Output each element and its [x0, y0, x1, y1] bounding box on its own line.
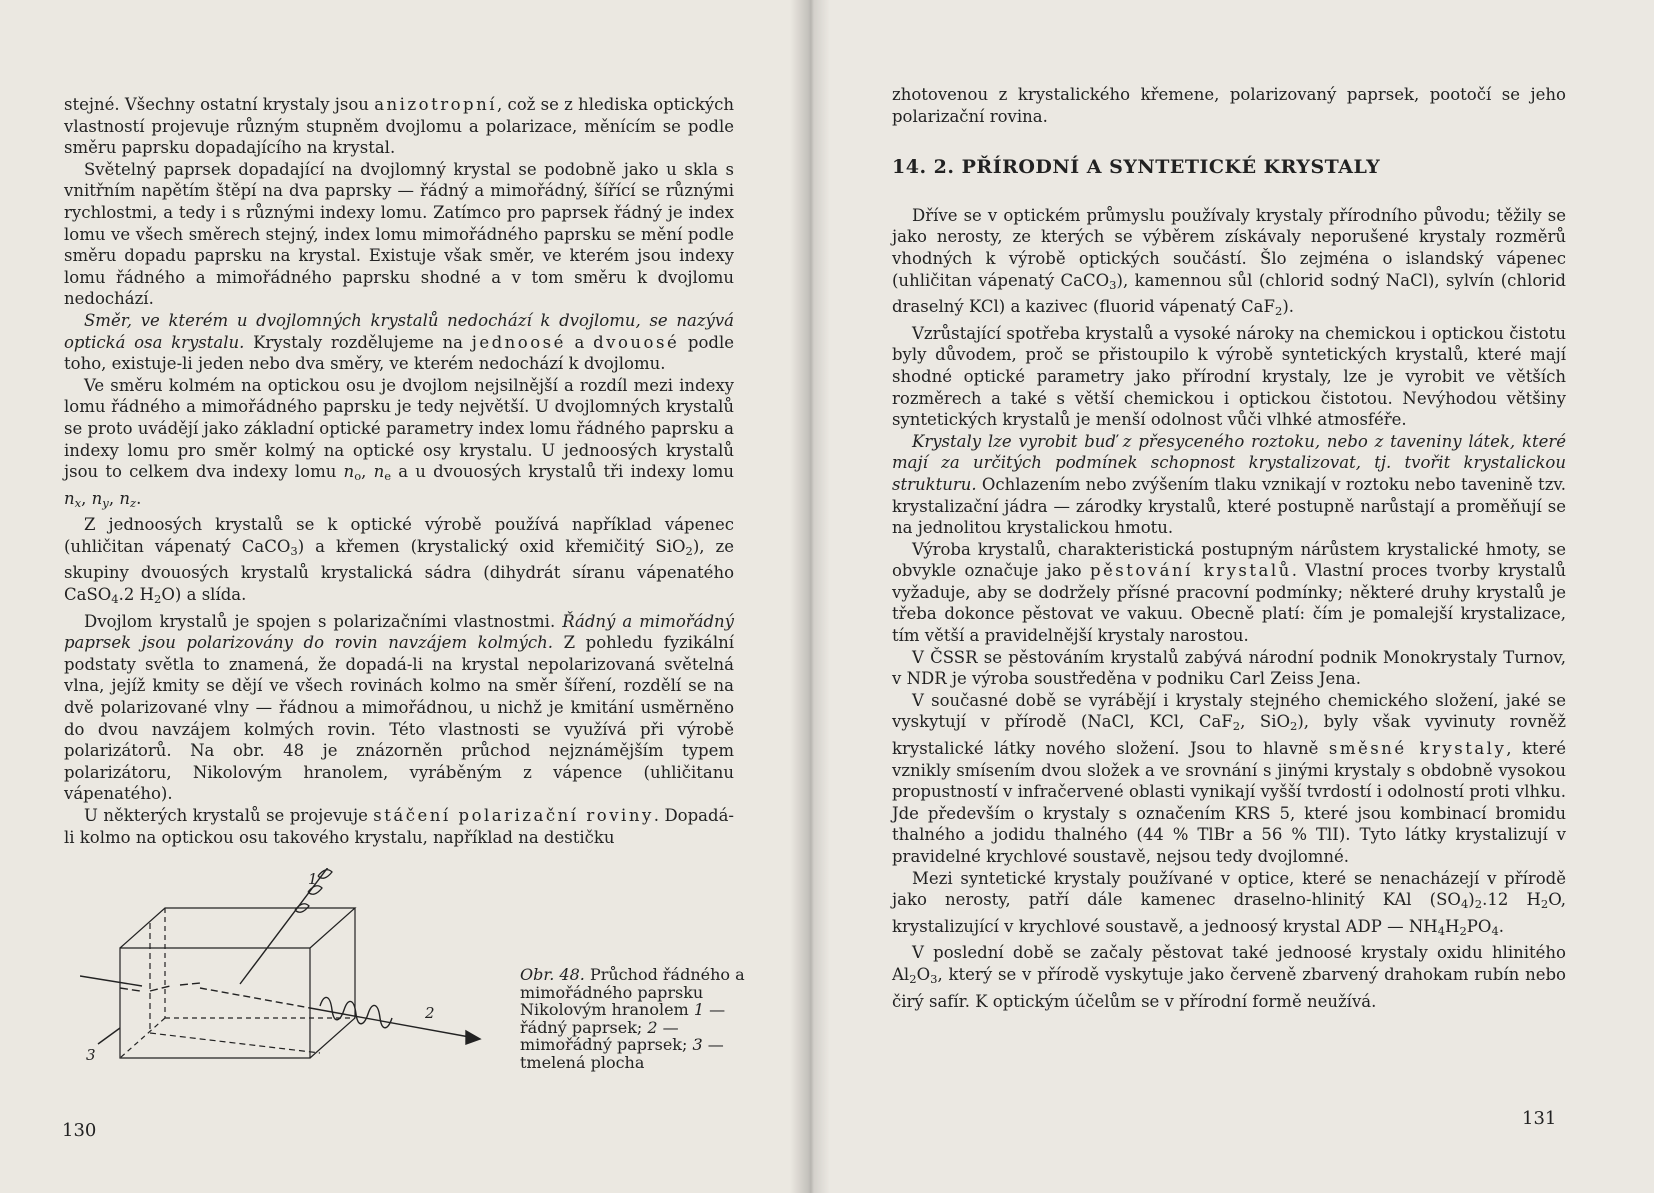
incoming-ray — [80, 976, 142, 986]
extraordinary-ray-inner — [200, 988, 310, 1008]
paragraph-r7: V současné době se vyrábějí i krystaly stejného chemického složení, jaké se vyskytují v přírodě (NaCl, KCl, CaF$_2$, SiO$_2$), byly však vyvinuty rovněž krystalické látky nového složení. Jsou to hlavně směsné krystaly, které vznikly smísením dvou složek a ve srovnání s jinými krystaly s obdobně vysokou propustností v infračervené oblasti vynikají vyšší tvrdostí i odolností proti vlhku. Jde především o krystaly s označením KRS 5, které jsou kombinací bromidu thalného a jodidu thalného (44 % TlBr a 56 % TlI). Tyto látky krystalizují v pravidelné krychlové soustavě, nejsou tedy dvojlomné. — [892, 690, 1566, 866]
paragraph-p3: Směr, ve kterém u dvojlomných krystalů nedochází k dvojlomu, se nazývá optická osa krystalu. Krystaly rozdělujeme na jednoosé a dvouosé podle toho, existuje-li jeden nebo dva směry, ve kterém nedochází k dvojlomu. — [64, 310, 735, 374]
right-page-text — [892, 84, 1566, 1012]
page-number-right: 131 — [1522, 1108, 1557, 1129]
right-page — [808, 0, 1654, 1193]
section-heading: 14. 2. PŘÍRODNÍ A SYNTETICKÉ KRYSTALY — [892, 156, 1381, 179]
extraordinary-ray — [310, 1008, 475, 1038]
left-page-text — [64, 94, 734, 848]
paragraph-r3: Vzrůstající spotřeba krystalů a vysoké nároky na chemickou i optickou čistotu byly důvodem, proč se přistoupilo k výrobě syntetických krystalů, které mají shodné optické parametry jako přírodní krystaly, lze je vyrobit ve větších rozměrech a také s větší chemickou i optickou čistotou. Nevýhodou většiny syntetických krystalů je menší odolnost vůči vlhké atmosféře. — [892, 323, 1566, 430]
paragraph-p7: U některých krystalů se projevuje stáčení polarizační roviny. Dopadá-li kolmo na optickou osu takového krystalu, například na destičku — [64, 806, 734, 847]
figure-caption — [520, 966, 750, 1071]
prism-side-edge — [310, 908, 355, 1058]
paragraph-p6: Dvojlom krystalů je spojen s polarizačními vlastnostmi. Řádný a mimořádný paprsek jsou polarizovány do rovin navzájem kolmých. Z pohledu fyzikální podstaty světla to znamená, že dopadá-li na krystal nepolarizovaná světelná vlna, jejíž kmity se dějí ve všech rovinách kolmo na směr šíření, rozdělí se na dvě polarizované vlny — řádnou a mimořádnou, u nichž je kmitání usměrněno do dvou navzájem kolmých rovin. Této vlastnosti se využívá při výrobě polarizátorů. Na obr. 48 je znázorněn průchod nejznámějším typem polarizátoru, Nikolovým hranolem, vyráběným z vápence (uhličitanu vápenatého). — [64, 611, 734, 804]
paragraph-p2: Světelný paprsek dopadající na dvojlomný krystal se podobně jako u skla s vnitřním napětím štěpí na dva paprsky — řádný a mimořádný, šířící se různými rychlostmi, a tedy i s různými indexy lomu. Zatímco pro paprsek řádný je index lomu ve všech směrech stejný, index lomu mimořádného paprsku se mění podle směru dopadu paprsku na krystal. Existuje však směr, ve kterém jsou indexy lomu řádného a mimořádného paprsku shodné a v tom směru k dvojlomu nedochází. — [64, 159, 734, 309]
paragraph-r2: Dříve se v optickém průmyslu používaly krystaly přírodního původu; těžily se jako nerosty, ze kterých se výběrem získávaly neporušené krystaly rozměrů vhodných k výrobě optických součástí. Šlo zejména o islandský vápenec (uhličitan vápenatý CaCO$_3$), kamennou sůl (chlorid sodný NaCl), sylvín (chlorid draselný KCl) a kazivec (fluorid vápenatý CaF$_2$). — [892, 205, 1566, 319]
paragraph-r4: Krystaly lze vyrobit buď z přesyceného roztoku, nebo z taveniny látek, které mají za určitých podmínek schopnost krystalizovat, tj. tvořit krystalickou strukturu. Ochlazením nebo zvýšením tlaku vznikají v roztoku nebo tavenině tzv. krystalizační jádra — zárodky krystalů, které postupně narůstají a proměňují se na jednolitou krystalickou hmotu. — [892, 431, 1566, 538]
paragraph-p4: Ve směru kolmém na optickou osu je dvojlom nejsilnější a rozdíl mezi indexy lomu řádného a mimořádného paprsku je tedy největší. U dvojlomných krystalů se proto uvádějí jako základní optické parametry index lomu řádného paprsku a indexy lomu pro směr kolmý na optické osy krystalu. U jednoosých krystalů jsou to celkem dva indexy lomu $n_o$, $n_e$ a u dvouosých krystalů tři indexy lomu $n_x$, $n_y$, $n_z$. — [64, 375, 734, 510]
book-gutter — [790, 0, 830, 1193]
extraordinary-ray-wave — [320, 997, 392, 1027]
ordinary-ray — [240, 868, 350, 984]
paragraph-r6: V ČSSR se pěstováním krystalů zabývá národní podnik Monokrystaly Turnov, v NDR je výroba soustředěna v podniku Carl Zeiss Jena. — [892, 647, 1566, 689]
figure-label-1: 1 — [308, 870, 318, 888]
caption-text: Obr. 48. Průchod řádného a mimořádného paprsku Nikolovým hranolem 1 — řádný paprsek; 2 — mimořádný paprsek; 3 — tmelená plocha — [520, 965, 745, 1072]
figure-label-2: 2 — [425, 1004, 435, 1022]
label-3-leader — [98, 1028, 120, 1044]
paragraph-r5: Výroba krystalů, charakteristická postupným nárůstem krystalické hmoty, se obvykle označuje jako pěstování krystalů. Vlastní proces tvorby krystalů vyžaduje, aby se dodržely přísné pracovní podmínky; některé druhy krystalů je třeba dokonce pěstovat ve vakuu. Obecně platí: čím je pomalejší krystalizace, tím větší a pravidelnější krystaly narostou. — [892, 539, 1567, 646]
nicol-prism-figure — [80, 868, 500, 1108]
figure-label-3: 3 — [86, 1046, 96, 1064]
extraordinary-ray-arrow — [466, 1031, 480, 1044]
cemented-plane — [150, 1033, 320, 1053]
prism-hidden-edge — [120, 1018, 165, 1058]
prism-top-edge — [120, 908, 355, 948]
paragraph-p5: Z jednoosých krystalů se k optické výrobě používá například vápenec (uhličitan vápenatý CaCO$_3$) a křemen (krystalický oxid křemičitý SiO$_2$), ze skupiny dvouosých krystalů krystalická sádra (dihydrát síranu vápenatého CaSO$_4$.2 $H_2O$) a slída. — [64, 515, 734, 607]
page-number-left: 130 — [62, 1120, 97, 1141]
paragraph-r8: Mezi syntetické krystaly používané v optice, které se nenacházejí v přírodě jako nerosty, patří dále kamenec draselno-hlinitý KAl $(SO_4)_2.12$ $H_2O$, krystalizující v krychlové soustavě, a jednoosý krystal ADP — $NH_4H_2PO_4$. — [892, 868, 1567, 938]
paragraph-r9: V poslední době se začaly pěstovat také jednoosé krystaly oxidu hlinitého $Al_2O_3$, který se v přírodě vyskytuje jako červeně zbarvený drahokam rubín nebo čirý safír. K optickým účelům se v přírodní formě neužívá. — [892, 943, 1566, 1011]
paragraph-p1: stejné. Všechny ostatní krystaly jsou anizotropní, což se z hlediska optických vlastností projevuje různým stupněm dvojlomu a polarizace, měnícím se podle směru paprsku dopadajícího na krystal. — [64, 95, 735, 158]
paragraph-r1: zhotovenou z krystalického křemene, polarizovaný paprsek, pootočí se jeho polarizační rovina. — [892, 85, 1566, 126]
left-page — [0, 0, 808, 1193]
